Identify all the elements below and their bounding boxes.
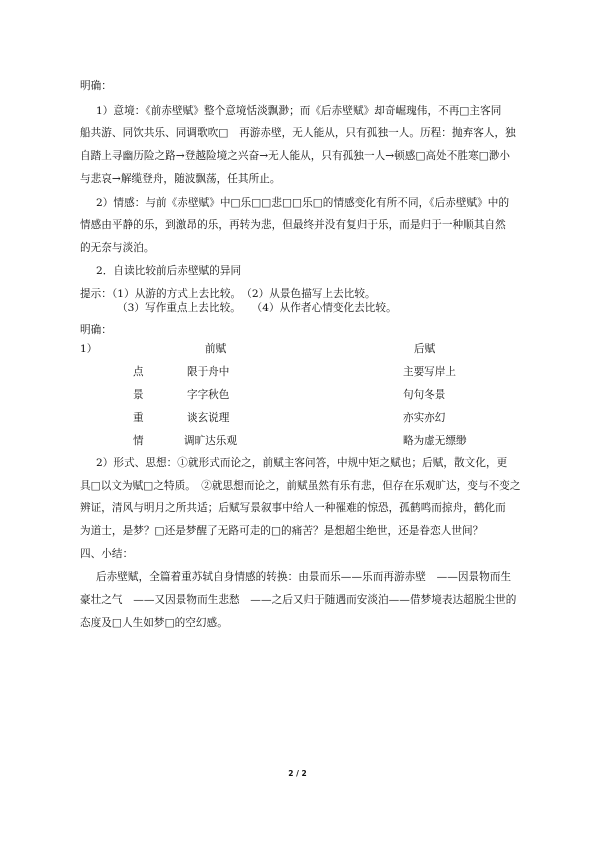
paragraph-line: 情感由平静的乐，到激昂的乐，再转为悲，但最终并没有复归于乐，而是归于一种顺其自然: [80, 219, 506, 231]
row-back: 亦实亦幻: [403, 412, 446, 424]
table-head-back: 后赋: [414, 343, 436, 355]
row-key: 景: [133, 389, 144, 401]
paragraph-line: 态度及□人生如梦□的空幻感。: [80, 617, 228, 629]
paragraph-line: 船共游、同饮共乐、同调歌吹□ 再游赤壁，无人能从，只有孤独一人。历程：抛弃客人，独: [80, 127, 516, 139]
paragraph-line: 具□以文为赋□之特质。 ②就思想而论之，前赋虽然有乐有悲，但存在乐观旷达，变与不变之: [80, 480, 521, 492]
section-heading: 四、小结：: [80, 548, 134, 560]
table-head-front: 前赋: [205, 343, 227, 355]
table-header-row: [80, 342, 520, 356]
paragraph-line: 1）意境：《前赤壁赋》整个意境恬淡飘渺；而《后赤壁赋》却奇崛瑰伟，不再□主客同: [96, 105, 502, 117]
table-row: [80, 365, 520, 379]
row-key: 重: [133, 412, 144, 424]
row-front: 调旷达乐观: [184, 435, 237, 447]
row-back: 略为虚无缥缈: [403, 435, 467, 447]
hint-line: （3）写作重点上去比较。 （4）从作者心情变化去比较。: [117, 302, 397, 314]
paragraph-line: 辨证，清风与明月之所共适；后赋写景叙事中给人一种罹难的惊恐，孤鹤鸣而掠舟，鹤化而: [80, 502, 506, 514]
row-key: 点: [133, 366, 144, 378]
row-front: 谈玄说理: [187, 412, 230, 424]
row-front: 限于舟中: [187, 366, 230, 378]
table-row: [80, 388, 520, 402]
paragraph-line: 2）情感：与前《赤壁赋》中□乐□□悲□□乐□的情感变化有所不同，《后赤壁赋》中的: [96, 197, 510, 209]
row-key: 情: [133, 435, 144, 447]
paragraph-line: 自踏上寻幽历险之路→登越险境之兴奋→无人能从，只有孤独一人→顿感□高处不胜寒□渺小: [80, 150, 511, 162]
table-label: 1）: [80, 343, 98, 355]
paragraph-heading-answer: 明确：: [80, 324, 112, 336]
page-number: 2 / 2: [288, 769, 307, 778]
paragraph-line: 的无奈与淡泊。: [80, 242, 155, 254]
row-back: 句句冬景: [403, 389, 446, 401]
paragraph-line: 2）形式、思想：①就形式而论之，前赋主客问答，中规中矩之赋也；后赋，散文化，更: [96, 457, 508, 469]
hint-line: 提示：（1）从游的方式上去比较。 （2）从景色描写上去比较。: [80, 288, 376, 300]
paragraph-heading-answer: 明确：: [80, 80, 112, 92]
table-row: [80, 411, 520, 425]
row-front: 字字秋色: [187, 389, 230, 401]
section-heading: 2．自读比较前后赤壁赋的异同: [96, 265, 242, 277]
paragraph-line: 后赤壁赋，全篇着重苏轼自身情感的转换：由景而乐——乐而再游赤壁 ——因景物而生: [96, 571, 512, 583]
paragraph-line: 豪壮之气 ——又因景物而生悲愁 ——之后又归于随遇而安淡泊——借梦境表达超脱尘世的: [80, 594, 517, 606]
row-back: 主要写岸上: [403, 366, 456, 378]
table-row: [80, 434, 520, 448]
paragraph-line: 与悲哀→解缆登舟，随波飘荡，任其所止。: [80, 173, 281, 185]
paragraph-line: 为道士，是梦？□还是梦醒了无路可走的□的痛苦？是想超尘绝世，还是眷恋人世间？: [80, 525, 484, 537]
